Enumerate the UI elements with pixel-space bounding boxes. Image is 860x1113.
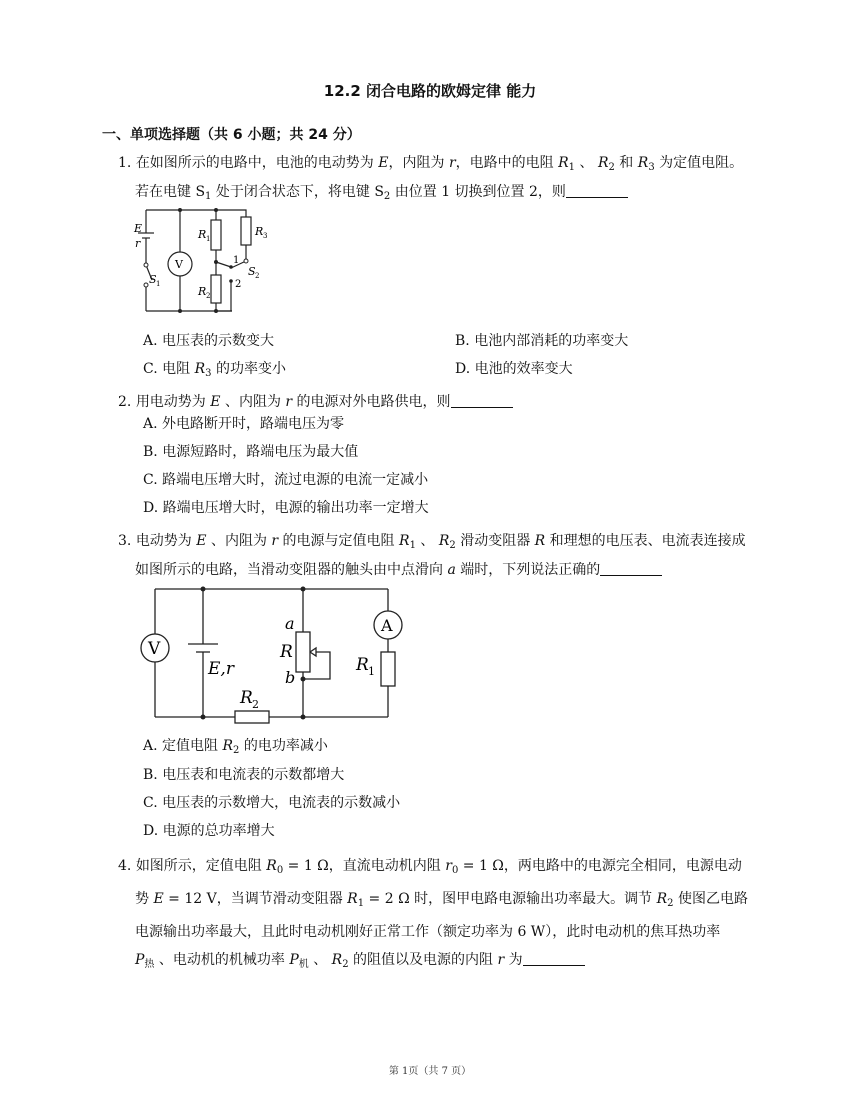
page-title: 12.2 闭合电路的欧姆定律 能力: [323, 82, 537, 100]
answer-blank: [566, 183, 628, 198]
q3-circuit-figure: [138, 582, 413, 727]
answer-blank: [523, 951, 585, 966]
q1-option-a[interactable]: A. 电压表的示数变大: [143, 333, 275, 349]
q1-circuit-figure: [128, 205, 278, 320]
label-R1: R: [198, 228, 207, 241]
label-a: a: [285, 614, 295, 633]
q3-option-d[interactable]: D. 电源的总功率增大: [143, 823, 275, 839]
q2-option-d[interactable]: D. 路端电压增大时，电源的输出功率一定增大: [143, 500, 429, 516]
svg-text:2: 2: [206, 292, 211, 300]
q2-option-b[interactable]: B. 电源短路时，路端电压为最大值: [143, 444, 359, 460]
voltmeter-label: V: [148, 639, 161, 659]
page-footer: 第 1页（共 7 页）: [388, 1066, 472, 1077]
question-3-line-2: 如图所示的电路，当滑动变阻器的触头由中点滑向 a 端时，下列说法正确的: [118, 558, 758, 583]
label-R1: R: [356, 655, 369, 675]
q2-option-a[interactable]: A. 外电路断开时，路端电压为零: [143, 416, 345, 432]
label-S1: S: [149, 273, 157, 286]
q3-option-b[interactable]: B. 电压表和电流表的示数都增大: [143, 767, 345, 783]
q3-option-c[interactable]: C. 电压表的示数增大，电流表的示数减小: [143, 795, 401, 811]
question-3-line-1: 3. 电动势为 E 、内阻为 r 的电源与定值电阻 $R_1$ 、 $R_2$ 滑动变阻器 R 和理想的电压表、电流表连接成: [118, 533, 746, 551]
section-heading: 一、单项选择题（共 6 小题；共 24 分）: [102, 127, 361, 143]
label-S2: S: [248, 265, 256, 278]
question-4-line-3: 电源输出功率最大，且此时电动机刚好正常工作（额定功率为 6 W），此时电动机的焦耳热功率: [135, 924, 721, 940]
svg-text:1: 1: [368, 665, 375, 678]
label-R2: R: [198, 285, 207, 298]
question-number: 2.: [118, 394, 132, 410]
svg-text:3: 3: [263, 232, 268, 240]
q1-option-b[interactable]: B. 电池内部消耗的功率变大: [455, 333, 629, 349]
question-1-line-1: 1. 在如图所示的电路中，电池的电动势为 E，内阻为 r，电路中的电阻 $R_1$ 、 $R_2$ 和 $R_3$ 为定值电阻。: [118, 155, 744, 173]
label-Er: E,r: [208, 659, 234, 679]
switch-position-2: 2: [235, 279, 242, 290]
label-R2: R: [240, 688, 253, 708]
question-1: [118, 151, 758, 209]
q2-option-c[interactable]: C. 路端电压增大时，流过电源的电流一定减小: [143, 472, 429, 488]
q3-option-a[interactable]: A. 定值电阻 $R_2$ 的电功率减小: [143, 738, 328, 756]
label-R: R: [280, 642, 293, 662]
answer-blank: [600, 561, 662, 576]
label-b: b: [285, 668, 296, 687]
ammeter-label: A: [381, 616, 393, 635]
question-number: 3.: [118, 533, 132, 549]
question-4: [118, 852, 758, 979]
q1-option-c[interactable]: C. 电阻 $R_3$ 的功率变小: [143, 361, 286, 379]
question-4-line-1: 4. 如图所示，定值电阻 $R_0 = 1$ Ω，直流电动机内阻 $r_0 = 1$ Ω，两电路中的电源完全相同，电源电动: [118, 858, 742, 876]
question-number: 1.: [118, 155, 132, 171]
svg-text:2: 2: [252, 698, 259, 711]
question-number: 4.: [118, 858, 132, 874]
switch-position-1: 1: [233, 255, 240, 266]
answer-blank: [451, 393, 513, 408]
svg-text:1: 1: [156, 280, 161, 288]
label-r: r: [135, 237, 141, 250]
question-1-line-2: 若在电键 $S_1$ 处于闭合状态下，将电键 $S_2$ 由位置 1 切换到位置 2，则: [118, 180, 758, 209]
voltmeter-label: V: [175, 258, 183, 271]
question-4-line-4: $P_热$ 、电动机的机械功率 $P_机$ 、 $R_2$ 的阻值以及电源的内阻 r 为: [118, 946, 758, 979]
svg-text:1: 1: [206, 235, 211, 243]
label-E: E: [134, 222, 143, 235]
question-3: [118, 529, 758, 583]
q1-option-d[interactable]: D. 电池的效率变大: [455, 361, 573, 377]
svg-text:2: 2: [255, 272, 260, 280]
question-4-line-2: 势 E = 12 V，当调节滑动变阻器 $R_1 = 2$ Ω 时，图甲电路电源输出功率最大。调节 $R_2$ 使图乙电路: [135, 891, 748, 909]
question-2: 2. 用电动势为 E 、内阻为 r 的电源对外电路供电，则: [118, 390, 758, 415]
label-R3: R: [255, 225, 264, 238]
